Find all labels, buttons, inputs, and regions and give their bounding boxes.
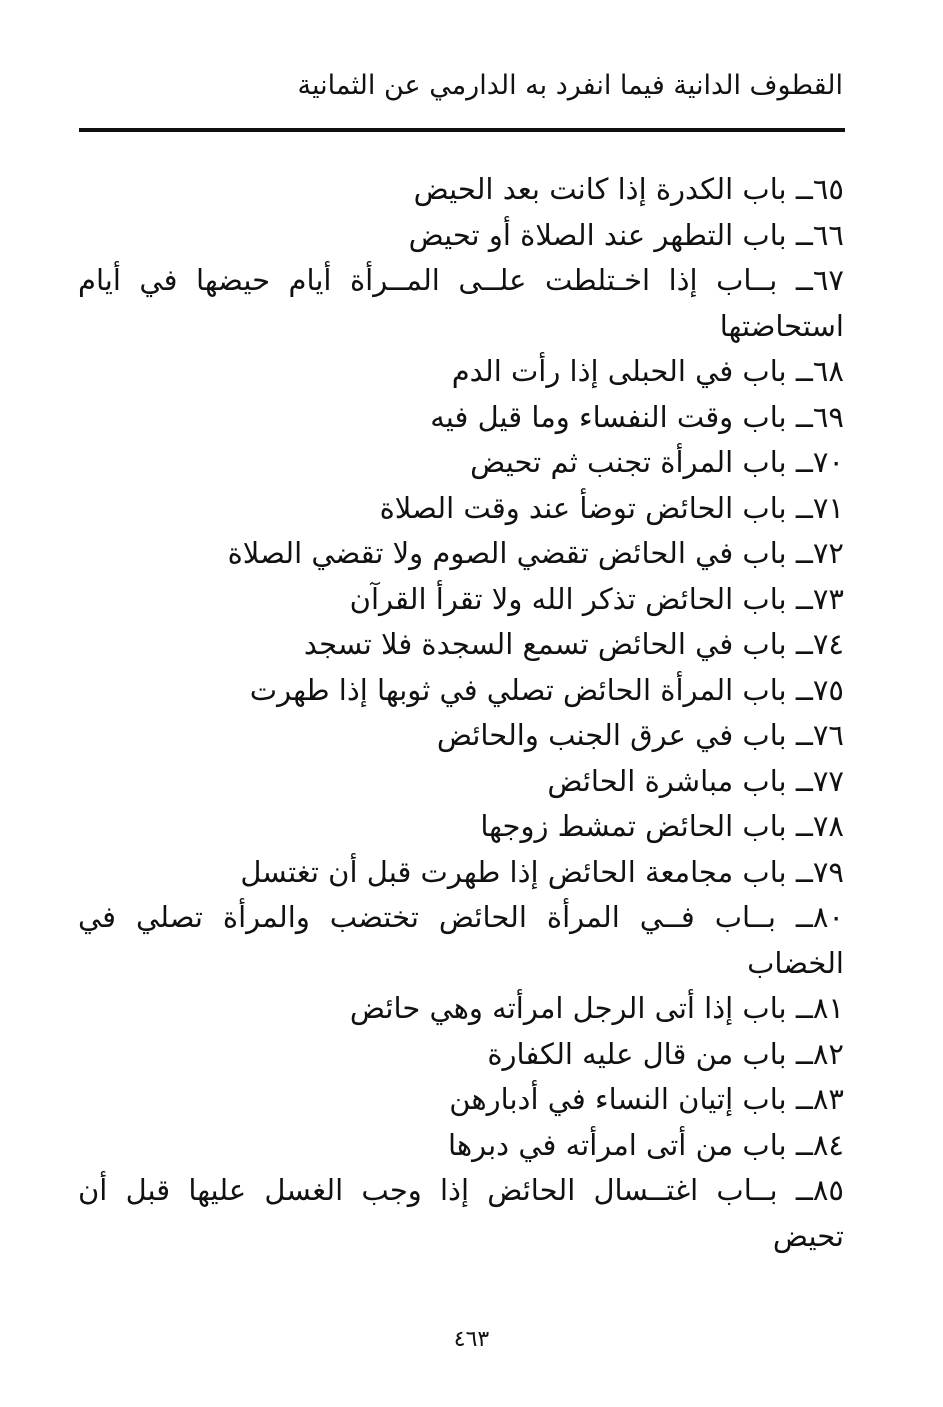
list-item-continuation bbox=[78, 1214, 844, 1260]
chapter-title: استحاضتها bbox=[719, 308, 844, 343]
chapter-dash: ــ bbox=[795, 399, 813, 434]
chapter-dash: ــ bbox=[795, 900, 813, 934]
header-rule bbox=[79, 128, 845, 132]
chapter-number: ٦٧ bbox=[812, 263, 844, 297]
chapter-number: ٧٢ bbox=[812, 536, 844, 570]
chapter-title: باب الحائض تذكر الله ولا تقرأ القرآن bbox=[349, 581, 787, 616]
chapter-dash: ــ bbox=[795, 1173, 813, 1207]
list-item bbox=[78, 895, 844, 941]
chapter-dash: ــ bbox=[795, 1036, 813, 1071]
list-item-continuation bbox=[78, 304, 844, 350]
list-item bbox=[78, 395, 844, 441]
list-item bbox=[78, 486, 844, 532]
chapter-title: بــاب إذا اخـتلطت علــى المــرأة أيام حيضها في أيام bbox=[78, 263, 778, 297]
chapter-dash: ــ bbox=[795, 1127, 813, 1162]
list-item bbox=[78, 668, 844, 714]
chapter-list bbox=[78, 167, 844, 1259]
chapter-dash: ــ bbox=[795, 490, 813, 525]
chapter-dash: ــ bbox=[795, 445, 813, 479]
list-item bbox=[78, 622, 844, 668]
chapter-title: باب مجامعة الحائض إذا طهرت قبل أن تغتسل bbox=[240, 854, 787, 889]
list-item bbox=[78, 531, 844, 577]
chapter-title: الخضاب bbox=[747, 945, 844, 980]
list-item bbox=[78, 167, 844, 213]
chapter-title: باب المرأة الحائض تصلي في ثوبها إذا طهرت bbox=[249, 672, 787, 707]
chapter-dash: ــ bbox=[795, 581, 813, 616]
chapter-number: ٧٤ bbox=[812, 627, 844, 661]
chapter-title: باب الكدرة إذا كانت بعد الحيض bbox=[413, 172, 787, 206]
chapter-dash: ــ bbox=[795, 536, 813, 570]
chapter-title: باب من قال عليه الكفارة bbox=[487, 1036, 787, 1071]
chapter-number: ٦٩ bbox=[812, 399, 844, 434]
chapter-dash: ــ bbox=[795, 809, 813, 843]
chapter-dash: ــ bbox=[795, 1082, 813, 1116]
chapter-dash: ــ bbox=[795, 763, 813, 798]
chapter-title: باب في عرق الجنب والحائض bbox=[436, 718, 787, 752]
chapter-number: ٨٥ bbox=[812, 1173, 844, 1207]
chapter-dash: ــ bbox=[795, 354, 813, 388]
chapter-title: باب إذا أتى الرجل امرأته وهي حائض bbox=[349, 991, 787, 1025]
chapter-number: ٦٨ bbox=[812, 354, 844, 388]
running-header: القطوف الدانية فيما انفرد به الدارمي عن الثمانية bbox=[297, 70, 843, 101]
chapter-title: باب الحائض توضأ عند وقت الصلاة bbox=[379, 490, 787, 525]
list-item bbox=[78, 850, 844, 896]
chapter-number: ٨٢ bbox=[812, 1036, 844, 1071]
chapter-dash: ــ bbox=[795, 854, 813, 889]
chapter-dash: ــ bbox=[795, 263, 813, 297]
list-item bbox=[78, 1032, 844, 1078]
list-item bbox=[78, 577, 844, 623]
list-item bbox=[78, 1123, 844, 1169]
chapter-title: تحيض bbox=[772, 1218, 844, 1253]
list-item bbox=[78, 804, 844, 850]
list-item bbox=[78, 213, 844, 259]
chapter-number: ٧٣ bbox=[812, 581, 844, 616]
chapter-dash: ــ bbox=[795, 991, 813, 1025]
chapter-number: ٨٤ bbox=[812, 1127, 844, 1162]
chapter-dash: ــ bbox=[795, 672, 813, 707]
chapter-title: باب التطهر عند الصلاة أو تحيض bbox=[408, 217, 787, 252]
chapter-number: ٧٠ bbox=[812, 445, 844, 479]
list-item bbox=[78, 986, 844, 1032]
chapter-title: باب في الحائض تقضي الصوم ولا تقضي الصلاة bbox=[227, 536, 787, 570]
chapter-title: باب في الحائض تسمع السجدة فلا تسجد bbox=[303, 627, 787, 661]
chapter-title: باب إتيان النساء في أدبارهن bbox=[449, 1082, 787, 1116]
list-item-continuation bbox=[78, 941, 844, 987]
list-item bbox=[78, 759, 844, 805]
chapter-number: ٨١ bbox=[812, 991, 844, 1025]
chapter-title: باب المرأة تجنب ثم تحيض bbox=[470, 445, 787, 479]
chapter-number: ٧٦ bbox=[812, 718, 844, 752]
chapter-title: باب في الحبلى إذا رأت الدم bbox=[451, 354, 787, 388]
chapter-title: باب وقت النفساء وما قيل فيه bbox=[430, 399, 787, 434]
list-item bbox=[78, 349, 844, 395]
page-number: ٤٦٣ bbox=[453, 1327, 490, 1352]
list-item bbox=[78, 713, 844, 759]
chapter-number: ٨٣ bbox=[812, 1082, 844, 1116]
chapter-number: ٨٠ bbox=[812, 900, 845, 934]
list-item bbox=[78, 1168, 844, 1214]
chapter-number: ٧٧ bbox=[812, 763, 844, 798]
chapter-title: بــاب اغتــسال الحائض إذا وجب الغسل عليها قبل أن bbox=[78, 1173, 778, 1207]
chapter-dash: ــ bbox=[795, 718, 813, 752]
chapter-number: ٦٦ bbox=[812, 217, 844, 252]
list-item bbox=[78, 440, 844, 486]
chapter-title: باب الحائض تمشط زوجها bbox=[480, 809, 787, 843]
chapter-title: باب من أتى امرأته في دبرها bbox=[447, 1127, 787, 1162]
chapter-title: بــاب فــي المرأة الحائض تختضب والمرأة تصلي في bbox=[78, 900, 776, 934]
chapter-number: ٧١ bbox=[812, 490, 844, 525]
chapter-title: باب مباشرة الحائض bbox=[547, 763, 787, 798]
list-item bbox=[78, 1077, 844, 1123]
chapter-dash: ــ bbox=[795, 627, 813, 661]
chapter-number: ٦٥ bbox=[812, 172, 844, 206]
list-item bbox=[78, 258, 844, 304]
chapter-dash: ــ bbox=[795, 172, 813, 206]
chapter-number: ٧٥ bbox=[812, 672, 844, 707]
chapter-number: ٧٨ bbox=[812, 809, 844, 843]
chapter-number: ٧٩ bbox=[812, 854, 844, 889]
chapter-dash: ــ bbox=[795, 217, 813, 252]
